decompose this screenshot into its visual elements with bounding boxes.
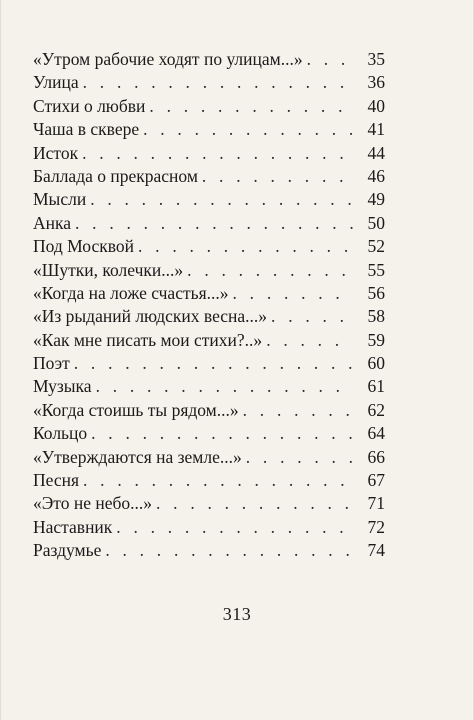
- toc-entry-page: 56: [367, 282, 385, 303]
- toc-entry-title: Наставник: [33, 516, 113, 537]
- toc-entry-title: Баллада о прекрасном: [33, 165, 198, 186]
- toc-entry: [33, 95, 385, 118]
- toc-entry: [33, 352, 385, 375]
- toc-entry-title: «Шутки, колечки...»: [33, 259, 184, 280]
- toc-entry-title: Стихи о любви: [33, 95, 146, 116]
- toc-entry-page: 58: [367, 306, 385, 327]
- toc-entry-title: Исток: [33, 142, 79, 163]
- toc-entry-title: Песня: [33, 470, 80, 491]
- table-of-contents: [33, 48, 385, 563]
- toc-entry-page: 50: [367, 212, 385, 233]
- toc-entry: [33, 446, 385, 469]
- toc-dot-leader: [143, 118, 353, 141]
- toc-dot-leader: [83, 71, 353, 94]
- toc-entry-page: 71: [367, 493, 385, 514]
- toc-dot-leader: [307, 48, 353, 71]
- toc-entry-title: Под Москвой: [33, 236, 135, 257]
- toc-entry-page: 74: [367, 540, 385, 561]
- toc-entry: [33, 235, 385, 258]
- toc-entry-page: 64: [367, 423, 385, 444]
- toc-entry-title: Анка: [33, 212, 72, 233]
- toc-entry: [33, 118, 385, 141]
- toc-entry: [33, 329, 385, 352]
- toc-entry-title: «Из рыданий людских весна...»: [33, 306, 268, 327]
- toc-entry: [33, 48, 385, 71]
- toc-entry-title: «Когда на ложе счастья...»: [33, 282, 229, 303]
- toc-entry-page: 41: [367, 119, 385, 140]
- toc-entry-page: 72: [367, 516, 385, 537]
- toc-entry-page: 62: [367, 399, 385, 420]
- toc-dot-leader: [271, 305, 353, 328]
- toc-entry-title: Музыка: [33, 376, 92, 397]
- toc-dot-leader: [156, 492, 353, 515]
- toc-entry-page: 60: [367, 353, 385, 374]
- toc-entry: [33, 375, 385, 398]
- toc-dot-leader: [75, 212, 353, 235]
- toc-dot-leader: [82, 142, 353, 165]
- toc-entry-title: «Утром рабочие ходят по улицам...»: [33, 49, 303, 69]
- toc-entry-page: 46: [367, 165, 385, 186]
- toc-entry: [33, 469, 385, 492]
- toc-dot-leader: [138, 235, 353, 258]
- toc-dot-leader: [83, 469, 353, 492]
- toc-entry-title: Кольцо: [33, 423, 88, 444]
- toc-entry: [33, 165, 385, 188]
- toc-entry-title: Улица: [33, 72, 79, 93]
- toc-dot-leader: [116, 516, 353, 539]
- toc-entry: [33, 492, 385, 515]
- toc-dot-leader: [91, 422, 353, 445]
- toc-entry: [33, 142, 385, 165]
- toc-dot-leader: [149, 95, 353, 118]
- toc-entry-page: 49: [367, 189, 385, 210]
- toc-entry-page: 44: [367, 142, 385, 163]
- toc-entry-title: Раздумье: [33, 540, 102, 561]
- toc-dot-leader: [243, 399, 353, 422]
- toc-entry-page: 35: [367, 49, 385, 69]
- toc-entry-page: 59: [367, 329, 385, 350]
- toc-entry-title: Чаша в сквере: [33, 119, 140, 140]
- toc-entry: [33, 516, 385, 539]
- toc-dot-leader: [246, 446, 353, 469]
- toc-dot-leader: [233, 282, 353, 305]
- toc-entry: [33, 71, 385, 94]
- toc-dot-leader: [105, 539, 353, 562]
- toc-entry: [33, 259, 385, 282]
- toc-entry-title: «Когда стоишь ты рядом...»: [33, 399, 239, 420]
- toc-entry: [33, 305, 385, 328]
- toc-entry-page: 36: [367, 72, 385, 93]
- toc-dot-leader: [74, 352, 353, 375]
- toc-entry-page: 55: [367, 259, 385, 280]
- toc-dot-leader: [90, 188, 353, 211]
- toc-entry-title: «Как мне писать мои стихи?..»: [33, 329, 263, 350]
- page-number: 313: [222, 604, 252, 624]
- toc-entry: [33, 539, 385, 562]
- toc-entry-page: 61: [367, 376, 385, 397]
- toc-entry-page: 66: [367, 446, 385, 467]
- toc-dot-leader: [187, 259, 353, 282]
- toc-entry: [33, 188, 385, 211]
- toc-entry-title: «Это не небо...»: [33, 493, 153, 514]
- toc-entry-page: 52: [367, 236, 385, 257]
- toc-entry-title: Мысли: [33, 189, 87, 210]
- toc-dot-leader: [202, 165, 353, 188]
- toc-entry: [33, 212, 385, 235]
- toc-dot-leader: [266, 329, 353, 352]
- toc-dot-leader: [96, 375, 353, 398]
- toc-entry-title: «Утверждаются на земле...»: [33, 446, 242, 467]
- toc-entry: [33, 422, 385, 445]
- toc-entry: [33, 399, 385, 422]
- toc-entry-page: 67: [367, 470, 385, 491]
- toc-entry-page: 40: [367, 95, 385, 116]
- toc-entry: [33, 282, 385, 305]
- toc-entry-title: Поэт: [33, 353, 70, 374]
